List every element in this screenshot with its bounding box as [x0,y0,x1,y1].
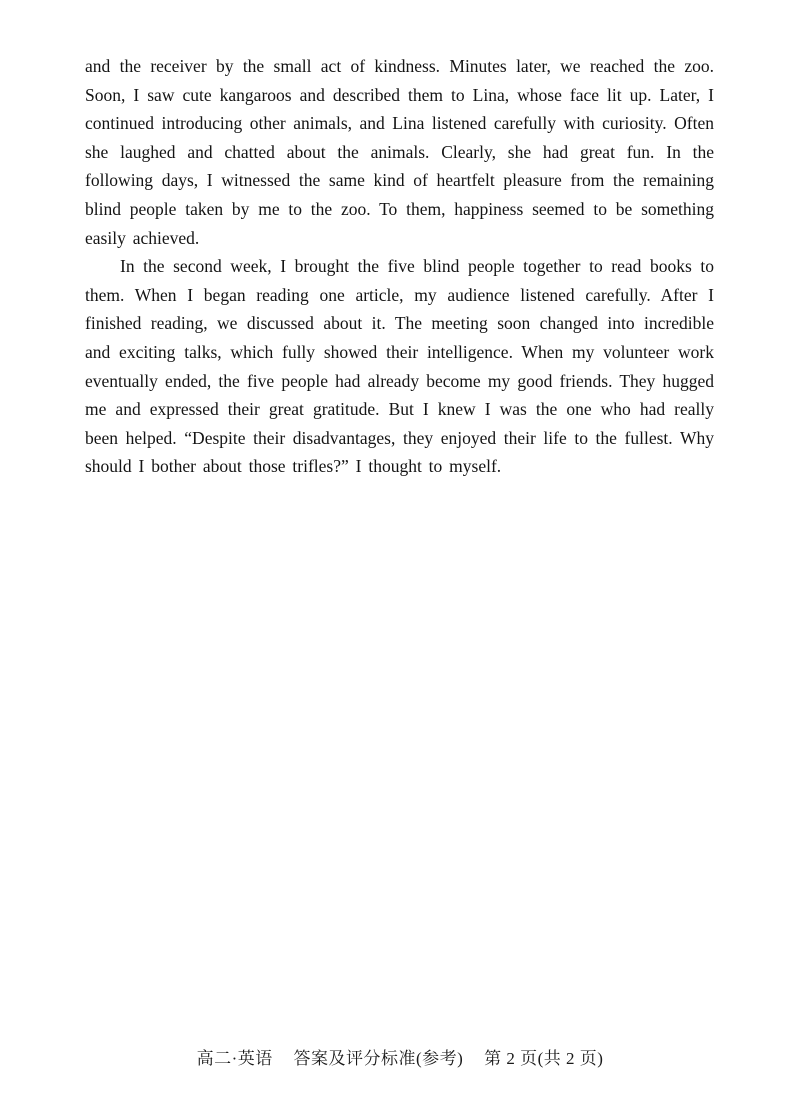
body-paragraph-2: In the second week, I brought the five blind people together to read books to them. When I began reading one article, my audience listened carefully. After I finished reading, we discussed about it. The meeting soon changed into incredible and exciting talks, which fully showed their intelligence. When my volunteer work eventually ended, the five people had already become my good friends. They hugged me and expressed their great gratitude. But I knew I was the one who had really been helped. “Despite their disadvantages, they enjoyed their life to the fullest. Why should I bother about those trifles?” I thought to myself. [85,256,714,477]
footer-course-label: 高二·英语 [196,1049,273,1068]
page-footer [0,1044,800,1069]
document-body [85,52,714,481]
footer-doc-title: 答案及评分标准(参考) [293,1049,464,1068]
body-paragraph-1: and the receiver by the small act of kindness. Minutes later, we reached the zoo. Soon, I saw cute kangaroos and described them to Lina, whose face lit up. Later, I continued introducing other animals, and Lina listened carefully with curiosity. Often she laughed and chatted about the animals. Clearly, she had great fun. In the following days, I witnessed the same kind of heartfelt pleasure from the remaining blind people taken by me to the zoo. To them, happiness seemed to be something easily achieved. [85,56,714,248]
footer-page-number: 第 2 页(共 2 页) [484,1049,604,1068]
